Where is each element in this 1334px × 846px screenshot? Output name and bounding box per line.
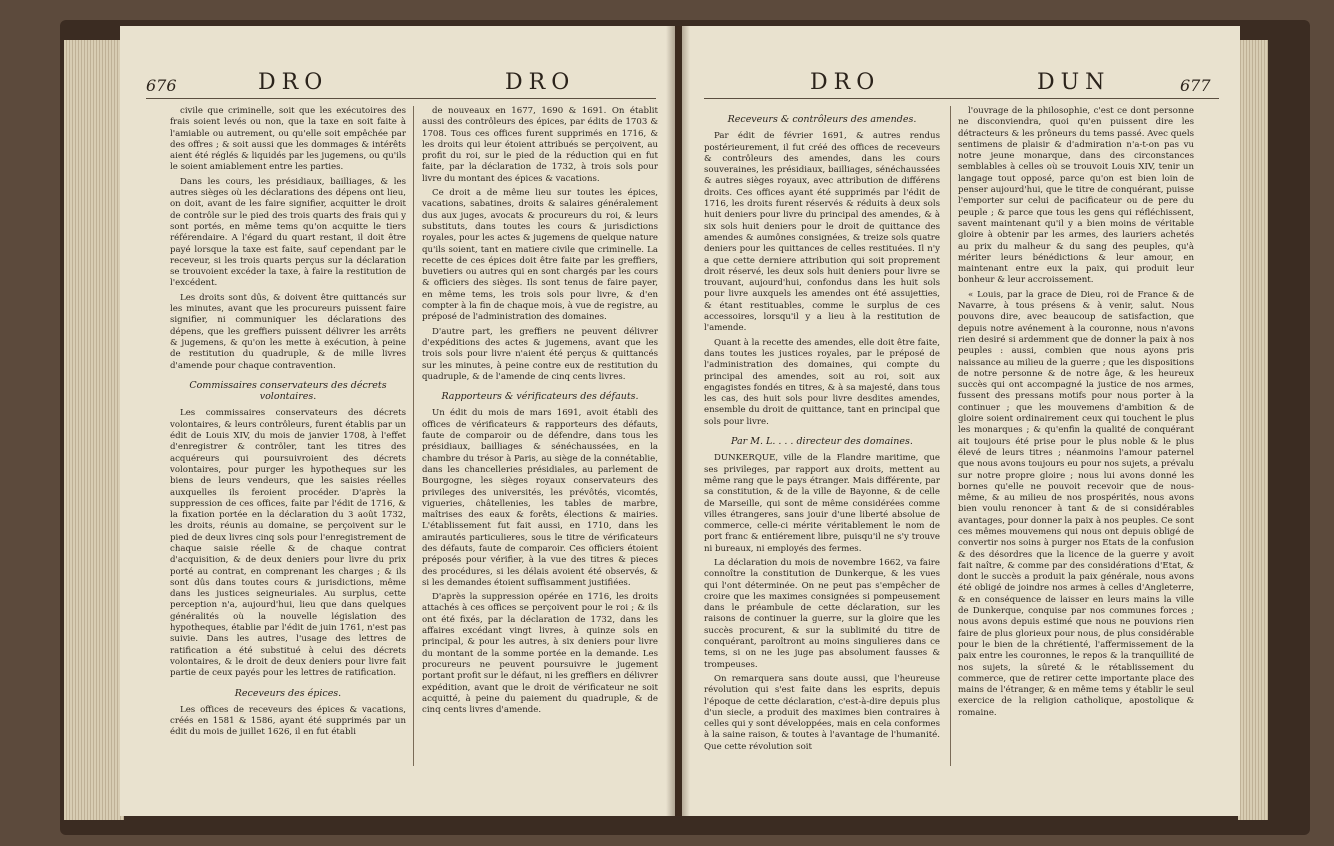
text-column <box>958 106 1194 722</box>
paragraph: de nouveaux en 1677, 1690 & 1691. On établit aussi des contrôleurs des épices, par édits de 1703 & 1708. Tous ces offices furent supprimés en 1716, & les droits qui leur étoient attribués se perçoivent, au profit du roi, sur le pied de la réduction qui en fut faite, par la déclaration de 1732, à trois sols pour livre du montant des épices & vacations. <box>422 106 658 184</box>
left-header <box>120 70 675 100</box>
running-head: DUN <box>1037 70 1111 95</box>
column-divider <box>950 106 951 766</box>
paragraph: Les offices de receveurs des épices & vacations, créés en 1581 & 1586, ayant été supprimés par un édit du mois de juillet 1626, il en fut établi <box>170 704 406 738</box>
paragraph: l'ouvrage de la philosophie, c'est ce dont personne ne disconviendra, quoi qu'en puissent dire les détracteurs & les prôneurs du tems passé. Avec quels sentimens de plaisir & d'admiration n'a-t-on pas vu notre jeune monarque, dans des circonstances semblables à celles où se trouvoit Louis XIV, tenir un langage tout opposé, parce qu'on est bien loin de penser aujourd'hui, que le titre de conquérant, puisse l'emporter sur celui de pacificateur ou de pere du peuple ; & parce que tous les gens qui réfléchissent, savent maintenant qu'il y a bien moins de véritable gloire à obtenir par les armes, des lauriers achetés au prix du malheur & du sang des peuples, qu'à mériter leurs bénédictions & leur amour, en maintenant entre eux la paix, qui produit leur bonheur & leur accroissement. <box>958 106 1194 286</box>
paragraph: Par édit de février 1691, & autres rendus postérieurement, il fut créé des offices de receveurs & contrôleurs des amendes, dans les cours souveraines, les présidiaux, bailliages, sénéchaussées & autres sièges royaux, avec attribution de différens droits. Ces offices ayant été supprimés par l'édit de 1716, les droits furent réservés & réduits à deux sols huit deniers pour livre du principal des amendes, & à six sols huit deniers pour le droit de quittance des amendes & aumônes consignées, & treize sols quatre deniers pour les quittances de celles restituées. Il n'y a que cette derniere attribution qui soit proprement droit réservé, les deux sols huit deniers pour livre se trouvant, aujourd'hui, confondus dans les huit sols pour livre auxquels les amendes ont été assujetties, & étant restituables, comme le surplus de ces accessoires, lorsqu'il y a lieu à la restitution de l'amende. <box>704 131 940 334</box>
paragraph: Les commissaires conservateurs des décrets volontaires, & leurs contrôleurs, furent établis par un édit de Louis XIV, du mois de janvier 1708, à l'effet d'enregistrer & contrôler, tant les titres des acquéreurs qui poursuivroient des décrets volontaires, pour purger les hypotheques sur les biens de leurs vendeurs, que les saisies réelles auxquelles ils feroient procéder. D'après la suppression de ces offices, faite par l'édit de 1716, & la fixation portée en la déclaration du 3 août 1732, les droits, réunis au domaine, se perçoivent sur le pied de deux livres cinq sols pour l'enregistrement de chaque saisie réelle & de chaque contrat d'acquisition, & de deux deniers pour livre du prix porté au contrat, en comprenant les charges ; & ils sont dûs dans toutes cours & jurisdictions, même dans les justices seigneuriales. Au surplus, cette perception n'a, aujourd'hui, lieu que dans quelques généralités où la nouvelle législation des hypotheques, établie par l'édit de juin 1761, n'est pas suivie. Dans les autres, l'usage des lettres de ratification a été substitué à celui des décrets volontaires, & le droit de deux deniers pour livre fait partie de ceux payés pour les lettres de ratification. <box>170 408 406 679</box>
text-column <box>422 106 658 719</box>
paragraph: DUNKERQUE, ville de la Flandre maritime, que ses privileges, par rapport aux droits, mettent au même rang que le pays étranger. Mais différente, par sa constitution, & de la ville de Bayonne, & de celle de Marseille, qui sont de même considérées comme villes étrangeres, sans jouir d'une liberté absolue de commerce, celle-ci mérite véritablement le nom de port franc & entiérement libre, puisqu'il ne s'y trouve ni bureaux, ni employés des fermes. <box>704 453 940 554</box>
right-page <box>682 26 1240 816</box>
paragraph: civile que criminelle, soit que les exécutoires des frais soient levés ou non, que la taxe en soit faite à l'amiable ou autrement, ou qu'elle soit empêchée par des offres ; & soit aussi que les dommages & intérêts aient été réglés & liquidés par les jugemens, ou qu'ils le soient amiablement entre les parties. <box>170 106 406 173</box>
text-column <box>170 106 406 742</box>
running-head: DRO <box>810 70 881 95</box>
paragraph: Ce droit a de même lieu sur toutes les épices, vacations, sabatines, droits & salaires généralement dus aux juges, avocats & procureurs du roi, & leurs substituts, dans toutes les cours & jurisdictions royales, pour les actes & jugemens de quelque nature qu'ils soient, tant en matiere civile que criminelle. La recette de ces épices doit être faite par les greffiers, buvetiers ou autres qui en sont chargés par les cours & officiers des sièges. Ils sont tenus de faire payer, en même tems, les trois sols pour livre, & d'en compter à la fin de chaque mois, à vue de registre, au préposé de l'administration des domaines. <box>422 188 658 323</box>
page-edges-left <box>64 40 124 820</box>
paragraph: D'autre part, les greffiers ne peuvent délivrer d'expéditions des actes & jugemens, avant que les trois sols pour livre n'aient été perçus & quittancés sur les minutes, à peine contre eux de restitution du quadruple, & de l'amende de cinq cents livres. <box>422 326 658 382</box>
header-rule <box>704 98 1219 99</box>
running-head: DRO <box>505 70 576 95</box>
right-header <box>682 70 1240 100</box>
paragraph: Un édit du mois de mars 1691, avoit établi des offices de vérificateurs & rapporteurs des défauts, faute de comparoir ou de défendre, dans tous les présidiaux, bailliages & sénéchaussées, en la chambre du trésor à Paris, au siège de la connétablie, dans les chancelleries présidiales, au parlement de Bourgogne, les sièges royaux conservateurs des privileges des universités, les prévôtés, vicomtés, vigueries, châtellenies, les tables de marbre, maîtrises des eaux & forêts, élections & mairies. L'établissement fut fait aussi, en 1710, dans les amirautés particulieres, sous le titre de vérificateurs des défauts, faute de comparoir. Ces officiers étoient préposés pour vérifier, à la vue des titres & pieces des procédures, si les délais avoient été observés, & si les demandes étoient suffisamment justifiées. <box>422 408 658 588</box>
running-head: DRO <box>258 70 329 95</box>
paragraph: Quant à la recette des amendes, elle doit être faite, dans toutes les justices royales, par le préposé de l'administration des domaines, qui compte du principal des amendes, soit au roi, soit aux engagistes fondés en titres, & à sa majesté, dans tous les cas, des huit sols pour livre desdites amendes, ensemble du droit de quittance, tant en principal que sols pour livre. <box>704 337 940 427</box>
page-edges-right <box>1238 40 1268 820</box>
column-divider <box>413 106 414 766</box>
page-number: 677 <box>1180 76 1211 95</box>
section-heading: Rapporteurs & vérificateurs des défauts. <box>441 391 639 403</box>
section-heading: Commissaires conservateurs des décrets volontaires. <box>189 379 387 403</box>
page-number: 676 <box>146 76 177 95</box>
paragraph: La déclaration du mois de novembre 1662, va faire connoître la constitution de Dunkerque, & les vues qui l'ont déterminée. On ne peut pas s'empêcher de croire que les maximes consignées si pompeusement dans le préambule de cette déclaration, sur les raisons de continuer la guerre, sur la gloire que les succès procurent, & sur la sublimité du titre de conquérant, paroîtront au moins singulieres dans ce tems, si on ne les juge pas absolument fausses & trompeuses. <box>704 557 940 670</box>
quoted-declaration: « Louis, par la grace de Dieu, roi de France & de Navarre, à tous présens & à venir, salut. Nous pouvons dire, avec beaucoup de satisfaction, que depuis notre avénement à la couronne, nous n'avons rien desiré si ardemment que de donner la paix à nos peuples : aussi, combien que nous ayons pris naissance au milieu de la guerre ; que les dispositions de notre personne & de notre âge, & les heureux succès qui ont accompagné la justice de nos armes, fussent des pressans motifs pour nous porter à la continuer ; que les mouvemens d'ambition & de gloire soient ordinairement ceux qui touchent le plus les monarques ; & qu'enfin la qualité de conquérant ait toujours été prise pour le plus noble & le plus élevé de leurs titres ; néanmoins l'amour paternel que nous avons toujours eu pour nos sujets, a prévalu sur notre propre gloire ; nous lui avons donné les bornes qu'elle ne pouvoit recevoir que de nous-même, & au milieu de nos prospérités, nous avons bien voulu renoncer à tant & de si considérables avantages, pour donner la paix à nos peuples. Ce sont ces mêmes mouvemens qui nous ont depuis obligé de convertir nos soins à purger nos Etats de la confusion & des désordres que la licence de la guerre y avoit fait naître, & comme par des considérations d'Etat, & dont le succès a produit la paix générale, nous avons été obligé de joindre nos armes à celles d'Angleterre, & en conséquence de laisser en leurs mains la ville de Dunkerque, conquise par nos communes forces ; nous avons depuis estimé que nous ne pouvions rien faire de plus glorieux pour nous, de plus considérable pour le bien de la chrétienté, l'affermissement de la paix entre les couronnes, le repos & la tranquillité de nos sujets, la sûreté & le rétablissement du commerce, que de retirer cette importante place des mains de l'étranger, & en même tems y établir le seul exercice de la religion catholique, apostolique & romaine. <box>958 289 1195 718</box>
left-page <box>120 26 675 816</box>
paragraph: Les droits sont dûs, & doivent être quittancés sur les minutes, avant que les procureurs puissent faire signifier, ni communiquer les déclarations des dépens, que les greffiers puissent délivrer les arrêts & jugemens, & qu'on les mette à exécution, à peine de restitution du quadruple, & de mille livres d'amende pour chaque contravention. <box>170 292 406 371</box>
section-heading: Receveurs & contrôleurs des amendes. <box>727 114 917 125</box>
section-heading: Receveurs des épices. <box>234 687 342 699</box>
book-gutter <box>666 26 690 816</box>
text-column <box>704 106 940 756</box>
signature-line: Par M. L. . . . directeur des domaines. <box>731 436 913 448</box>
paragraph: D'après la suppression opérée en 1716, les droits attachés à ces offices se perçoivent pour le roi ; & ils ont été fixés, par la déclaration de 1732, dans les affaires excédant vingt livres, à quinze sols en principal, & pour les autres, à six deniers pour livre du montant de la somme portée en la demande. Les procureurs ne peuvent poursuivre le jugement portant profit sur le défaut, ni les greffiers en délivrer expédition, avant que le droit de vérificateur ne soit acquitté, à peine du paiement du quadruple, & de cinq cents livres d'amende. <box>422 592 658 716</box>
header-rule <box>146 98 656 99</box>
paragraph: On remarquera sans doute aussi, que l'heureuse révolution qui s'est faite dans les esprits, depuis l'époque de cette déclaration, c'est-à-dire depuis plus d'un siecle, a produit des maximes bien contraires à celles qui y sont développées, mais en cela conformes à la saine raison, & toutes à l'avantage de l'humanité. Que cette révolution soit <box>704 673 940 752</box>
paragraph: Dans les cours, les présidiaux, bailliages, & les autres sièges où les déclarations des dépens ont lieu, on doit, avant de les faire signifier, acquitter le droit de contrôle sur le pied des trois quarts des frais qui y sont portés, en même tems qu'on acquitte le tiers référendaire. A l'égard du quart restant, il doit être payé lorsque la taxe est faite, sauf cependant par le receveur, si les trois quarts perçus sur la déclaration se trouvoient excéder la taxe, à faire la restitution de l'excédent. <box>170 176 406 289</box>
